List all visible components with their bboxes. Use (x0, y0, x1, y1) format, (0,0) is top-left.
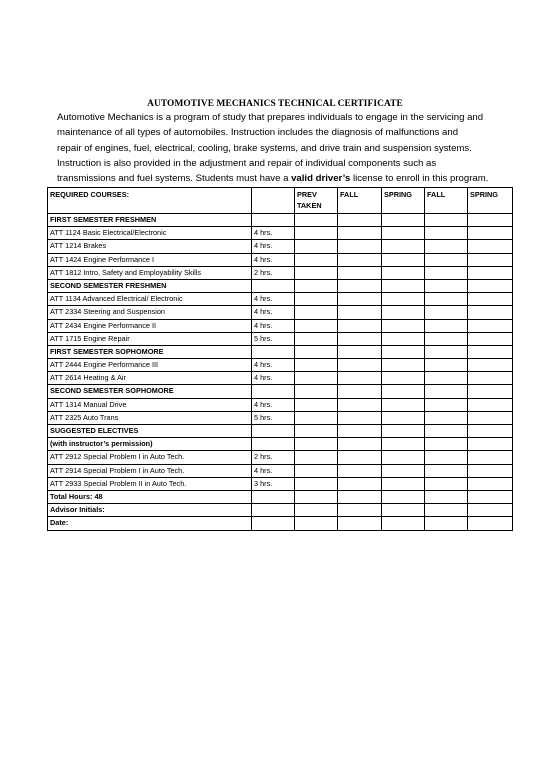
fall-cell[interactable] (338, 253, 382, 266)
fall-cell[interactable] (425, 372, 468, 385)
course-hours: 5 hrs. (252, 411, 295, 424)
prev-taken-cell[interactable] (295, 240, 338, 253)
fall-cell[interactable] (425, 253, 468, 266)
prev-taken-cell[interactable] (295, 332, 338, 345)
spring-cell[interactable] (468, 504, 513, 517)
prev-taken-cell[interactable] (295, 253, 338, 266)
spring-cell[interactable] (382, 266, 425, 279)
fall-cell[interactable] (425, 214, 468, 227)
fall-cell[interactable] (338, 279, 382, 292)
spring-cell[interactable] (382, 293, 425, 306)
prev-taken-cell[interactable] (295, 214, 338, 227)
spring-cell[interactable] (468, 266, 513, 279)
intro-line: Instruction is also provided in the adjustment and repair of individual components such as (57, 157, 437, 169)
table-row (48, 398, 513, 411)
course-hours: 4 hrs. (252, 253, 295, 266)
section-label: FIRST SEMESTER SOPHOMORE (48, 345, 252, 358)
course-hours (252, 490, 295, 503)
fall-cell[interactable] (425, 345, 468, 358)
prev-taken-cell[interactable] (295, 227, 338, 240)
course-hours: 4 hrs. (252, 359, 295, 372)
fall-cell[interactable] (425, 240, 468, 253)
spring-cell[interactable] (382, 319, 425, 332)
fall-cell[interactable] (425, 451, 468, 464)
spring-cell[interactable] (382, 279, 425, 292)
spring-cell[interactable] (382, 438, 425, 451)
fall-cell[interactable] (338, 451, 382, 464)
intro-paragraph (57, 110, 507, 186)
fall-cell[interactable] (338, 266, 382, 279)
fall-cell[interactable] (338, 240, 382, 253)
spring-cell[interactable] (382, 372, 425, 385)
header-spring-2: SPRING (468, 188, 513, 214)
prev-taken-cell[interactable] (295, 279, 338, 292)
spring-cell[interactable] (382, 490, 425, 503)
course-name: ATT 1214 Brakes (48, 240, 252, 253)
intro-emphasis: valid driver’s (291, 173, 351, 185)
fall-cell[interactable] (338, 425, 382, 438)
footer-label: Date: (48, 517, 252, 530)
prev-taken-cell[interactable] (295, 372, 338, 385)
table-header-row (48, 188, 513, 214)
course-hours: 2 hrs. (252, 451, 295, 464)
table-row (48, 319, 513, 332)
footer-row (48, 490, 513, 503)
intro-line-last (57, 171, 507, 186)
spring-cell[interactable] (382, 451, 425, 464)
spring-cell[interactable] (382, 504, 425, 517)
header-spring-1: SPRING (382, 188, 425, 214)
intro-line: repair of engines, fuel, electrical, cooling, brake systems, and drive train and suspension systems. (57, 142, 472, 154)
fall-cell[interactable] (338, 372, 382, 385)
course-hours: 2 hrs. (252, 266, 295, 279)
prev-taken-cell[interactable] (295, 490, 338, 503)
fall-cell[interactable] (425, 464, 468, 477)
course-hours: 4 hrs. (252, 227, 295, 240)
spring-cell[interactable] (468, 279, 513, 292)
course-hours: 4 hrs. (252, 240, 295, 253)
fall-cell[interactable] (338, 319, 382, 332)
spring-cell[interactable] (382, 253, 425, 266)
prev-taken-cell[interactable] (295, 319, 338, 332)
fall-cell[interactable] (425, 411, 468, 424)
table-row (48, 372, 513, 385)
spring-cell[interactable] (468, 345, 513, 358)
courses-table (47, 187, 513, 531)
intro-line: Automotive Mechanics is a program of study that prepares individuals to engage in the servicing and (57, 112, 484, 123)
section-row (48, 385, 513, 398)
spring-cell[interactable] (382, 227, 425, 240)
course-hours (252, 425, 295, 438)
section-row (48, 279, 513, 292)
intro-last-prefix: transmissions and fuel systems. Students must have a (57, 173, 292, 185)
spring-cell[interactable] (382, 517, 425, 530)
fall-cell[interactable] (425, 517, 468, 530)
spring-cell[interactable] (382, 306, 425, 319)
prev-taken-cell[interactable] (295, 385, 338, 398)
spring-cell[interactable] (382, 345, 425, 358)
prev-taken-cell[interactable] (295, 504, 338, 517)
fall-cell[interactable] (425, 490, 468, 503)
table-row (48, 293, 513, 306)
footer-row (48, 504, 513, 517)
fall-cell[interactable] (338, 438, 382, 451)
section-row (48, 425, 513, 438)
fall-cell[interactable] (338, 214, 382, 227)
course-hours (252, 345, 295, 358)
spring-cell[interactable] (382, 477, 425, 490)
fall-cell[interactable] (425, 319, 468, 332)
header-fall-2: FALL (425, 188, 468, 214)
spring-cell[interactable] (468, 214, 513, 227)
fall-cell[interactable] (338, 345, 382, 358)
prev-taken-cell[interactable] (295, 411, 338, 424)
course-hours (252, 517, 295, 530)
course-name: ATT 1424 Engine Performance I (48, 253, 252, 266)
course-hours: 4 hrs. (252, 372, 295, 385)
course-name: ATT 2434 Engine Performance II (48, 319, 252, 332)
course-hours (252, 504, 295, 517)
course-hours: 4 hrs. (252, 306, 295, 319)
fall-cell[interactable] (338, 411, 382, 424)
fall-cell[interactable] (338, 332, 382, 345)
section-label: (with instructor’s permission) (48, 438, 252, 451)
intro-last-suffix: license to enroll in this program. (350, 173, 489, 185)
spring-cell[interactable] (382, 425, 425, 438)
table-row (48, 227, 513, 240)
prev-taken-cell[interactable] (295, 464, 338, 477)
spring-cell[interactable] (382, 359, 425, 372)
fall-cell[interactable] (425, 279, 468, 292)
course-name: ATT 2933 Special Problem II in Auto Tech. (48, 477, 252, 490)
spring-cell[interactable] (468, 464, 513, 477)
prev-taken-cell[interactable] (295, 266, 338, 279)
course-hours (252, 279, 295, 292)
fall-cell[interactable] (425, 477, 468, 490)
table-row (48, 332, 513, 345)
prev-taken-cell[interactable] (295, 398, 338, 411)
fall-cell[interactable] (425, 359, 468, 372)
course-hours (252, 438, 295, 451)
header-hours (252, 188, 295, 214)
spring-cell[interactable] (468, 293, 513, 306)
spring-cell[interactable] (468, 306, 513, 319)
fall-cell[interactable] (425, 398, 468, 411)
fall-cell[interactable] (425, 425, 468, 438)
course-hours: 4 hrs. (252, 319, 295, 332)
footer-label: Total Hours: 48 (48, 490, 252, 503)
fall-cell[interactable] (338, 464, 382, 477)
course-hours: 4 hrs. (252, 464, 295, 477)
course-name: ATT 1124 Basic Electrical/Electronic (48, 227, 252, 240)
course-name: ATT 2334 Steering and Suspension (48, 306, 252, 319)
prev-taken-cell[interactable] (295, 517, 338, 530)
spring-cell[interactable] (468, 490, 513, 503)
fall-cell[interactable] (425, 306, 468, 319)
table-row (48, 306, 513, 319)
footer-row (48, 517, 513, 530)
fall-cell[interactable] (338, 398, 382, 411)
fall-cell[interactable] (338, 359, 382, 372)
fall-cell[interactable] (425, 266, 468, 279)
course-hours (252, 385, 295, 398)
table-row (48, 266, 513, 279)
spring-cell[interactable] (382, 240, 425, 253)
prev-taken-cell[interactable] (295, 425, 338, 438)
spring-cell[interactable] (382, 398, 425, 411)
spring-cell[interactable] (468, 398, 513, 411)
spring-cell[interactable] (468, 240, 513, 253)
spring-cell[interactable] (468, 372, 513, 385)
section-label: SECOND SEMESTER FRESHMEN (48, 279, 252, 292)
prev-taken-cell[interactable] (295, 451, 338, 464)
spring-cell[interactable] (382, 411, 425, 424)
spring-cell[interactable] (468, 253, 513, 266)
courses-table-body (48, 188, 513, 531)
course-name: ATT 2614 Heating & Air (48, 372, 252, 385)
intro-line: maintenance of all types of automobiles. Instruction includes the diagnosis of malfunctions and (57, 127, 459, 139)
fall-cell[interactable] (425, 227, 468, 240)
course-name: ATT 2325 Auto Trans (48, 411, 252, 424)
fall-cell[interactable] (338, 385, 382, 398)
fall-cell[interactable] (338, 306, 382, 319)
table-row (48, 477, 513, 490)
header-fall-1: FALL (338, 188, 382, 214)
spring-cell[interactable] (468, 332, 513, 345)
spring-cell[interactable] (468, 425, 513, 438)
page-title: AUTOMOTIVE MECHANICS TECHNICAL CERTIFICATE (147, 99, 403, 109)
course-hours: 4 hrs. (252, 293, 295, 306)
prev-taken-cell[interactable] (295, 345, 338, 358)
table-row (48, 253, 513, 266)
spring-cell[interactable] (468, 227, 513, 240)
spring-cell[interactable] (468, 359, 513, 372)
fall-cell[interactable] (425, 438, 468, 451)
spring-cell[interactable] (468, 411, 513, 424)
course-name: ATT 1715 Engine Repair (48, 332, 252, 345)
section-label: SUGGESTED ELECTIVES (48, 425, 252, 438)
fall-cell[interactable] (425, 332, 468, 345)
fall-cell[interactable] (338, 504, 382, 517)
header-required-courses: REQUIRED COURSES: (48, 188, 252, 214)
spring-cell[interactable] (382, 385, 425, 398)
course-hours: 4 hrs. (252, 398, 295, 411)
spring-cell[interactable] (382, 464, 425, 477)
prev-taken-cell[interactable] (295, 477, 338, 490)
course-name: ATT 1134 Advanced Electrical/ Electronic (48, 293, 252, 306)
fall-cell[interactable] (425, 504, 468, 517)
spring-cell[interactable] (468, 477, 513, 490)
spring-cell[interactable] (468, 438, 513, 451)
section-row (48, 214, 513, 227)
spring-cell[interactable] (382, 214, 425, 227)
table-row (48, 464, 513, 477)
fall-cell[interactable] (338, 490, 382, 503)
fall-cell[interactable] (338, 517, 382, 530)
spring-cell[interactable] (468, 451, 513, 464)
fall-cell[interactable] (338, 477, 382, 490)
fall-cell[interactable] (338, 293, 382, 306)
fall-cell[interactable] (425, 385, 468, 398)
course-hours: 3 hrs. (252, 477, 295, 490)
spring-cell[interactable] (468, 517, 513, 530)
course-name: ATT 2914 Special Problem I in Auto Tech. (48, 464, 252, 477)
table-row (48, 411, 513, 424)
course-name: ATT 2912 Special Problem I in Auto Tech. (48, 451, 252, 464)
section-label: FIRST SEMESTER FRESHMEN (48, 214, 252, 227)
prev-taken-cell[interactable] (295, 438, 338, 451)
prev-taken-cell[interactable] (295, 359, 338, 372)
course-name: ATT 1314 Manual Drive (48, 398, 252, 411)
table-row (48, 359, 513, 372)
course-name: ATT 1812 Intro, Safety and Employability Skills (48, 266, 252, 279)
prev-taken-cell[interactable] (295, 293, 338, 306)
course-hours: 5 hrs. (252, 332, 295, 345)
course-hours (252, 214, 295, 227)
header-prev-taken: PREV TAKEN (295, 188, 338, 214)
footer-label: Advisor Initials: (48, 504, 252, 517)
section-label: SECOND SEMESTER SOPHOMORE (48, 385, 252, 398)
course-name: ATT 2444 Engine Performance III (48, 359, 252, 372)
prev-taken-cell[interactable] (295, 306, 338, 319)
fall-cell[interactable] (338, 227, 382, 240)
spring-cell[interactable] (382, 332, 425, 345)
table-row (48, 240, 513, 253)
spring-cell[interactable] (468, 385, 513, 398)
section-row (48, 438, 513, 451)
table-row (48, 451, 513, 464)
spring-cell[interactable] (468, 319, 513, 332)
fall-cell[interactable] (425, 293, 468, 306)
section-row (48, 345, 513, 358)
